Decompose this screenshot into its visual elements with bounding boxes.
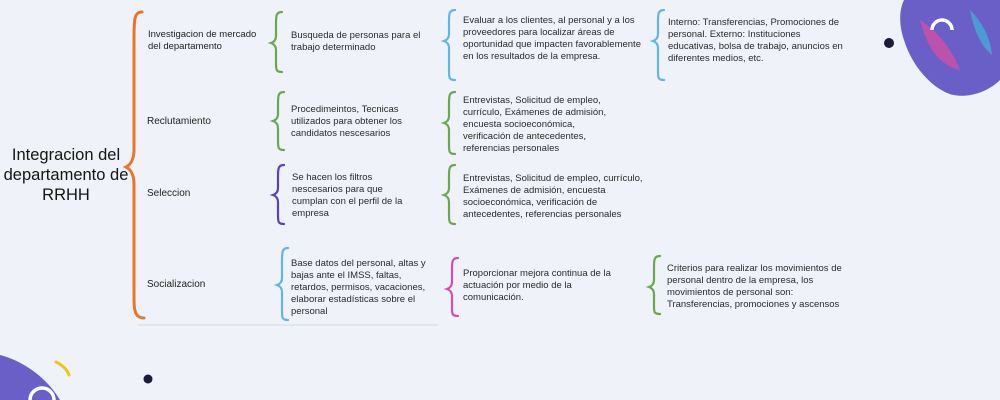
- brace-criterios: [649, 256, 660, 314]
- brace-investigacion: [271, 12, 282, 72]
- brace-reclutamiento: [273, 92, 284, 150]
- detail-socializacion: Base datos del personal, altas y bajas ante el IMSS, faltas, retardos, permisos, vacaciones, elaborar estadísticas sobre el personal: [291, 258, 426, 317]
- root-title: Integracion del departamento de RRHH: [3, 146, 129, 204]
- brace-seleccion: [273, 165, 284, 224]
- brace-socializacion: [277, 248, 288, 320]
- category-investigacion: Investigacion de mercado del departamento: [148, 29, 257, 53]
- decorative-blob-top-right: [880, 0, 1000, 100]
- detail-proporcionar: Proporcionar mejora continua de la actuación por medio de la comunicación.: [463, 268, 611, 303]
- decorative-blob-bottom-left: [0, 350, 160, 400]
- brace-proporcionar: [447, 258, 458, 316]
- detail-entrevistas-seleccion: Entrevistas, Solicitud de empleo, currículo, Exámenes de admisión, encuesta socioeconómica, verificación de antecedentes, referencias personales: [463, 173, 643, 220]
- category-socializacion: Socializacion: [147, 279, 206, 290]
- detail-reclutamiento: Procedimeintos, Tecnicas utilizados para obtener los candidatos nescesarios: [291, 104, 402, 139]
- brace-evaluar: [444, 10, 455, 80]
- brace-entrevistas-1: [444, 92, 455, 154]
- detail-criterios: Criterios para realizar los movimientos de personal dentro de la empresa, los movimientos de personal son: Transferencias, promociones y ascensos: [667, 263, 842, 310]
- detail-evaluar: Evaluar a los clientes, al personal y a los proveedores para localizar áreas de oportunidad que impacten favorablemente en los resultados de la empresa.: [463, 15, 641, 62]
- detail-seleccion: Se hacen los filtros nescesarios para que cumplan con el perfil de la empresa: [292, 172, 403, 219]
- detail-interno-externo: Interno: Transferencias, Promociones de personal. Externo: Instituciones educativas, bolsa de trabajo, anuncios en diferentes medios, etc.: [668, 17, 843, 64]
- detail-investigacion: Busqueda de personas para el trabajo determinado: [291, 30, 421, 53]
- detail-entrevistas-reclutamiento: Entrevistas, Solicitud de empleo, currículo, Exámenes de admisión, encuesta socioeconómica, verificación de antecedentes, referencias personales: [463, 95, 607, 154]
- category-seleccion: Seleccion: [147, 188, 191, 199]
- brace-interno: [653, 10, 664, 80]
- brace-entrevistas-2: [444, 165, 455, 224]
- category-reclutamiento: Reclutamiento: [147, 116, 211, 127]
